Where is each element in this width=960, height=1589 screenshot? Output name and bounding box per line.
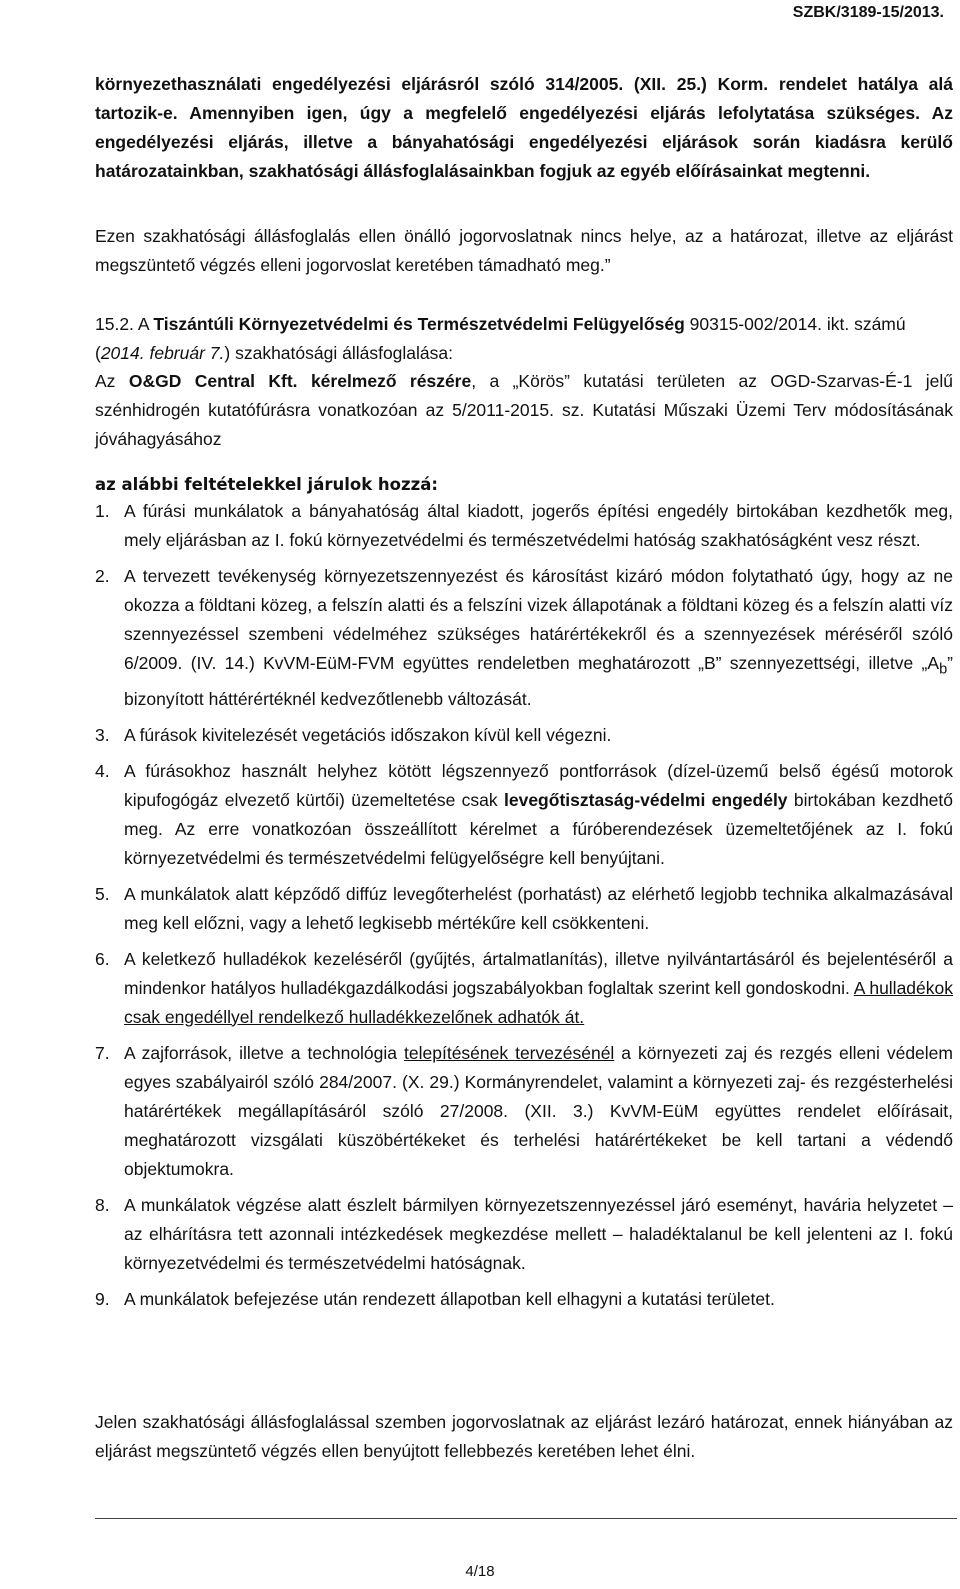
condition-text: A munkálatok befejezése után rendezett állapotban kell elhagyni a kutatási területet. — [124, 1288, 775, 1309]
condition-number: 1. — [95, 501, 110, 521]
intro-plain-paragraph: Ezen szakhatósági állásfoglalás ellen önálló jogorvoslatnak nincs helye, az a határozat, illetve az eljárást megszüntető végzés elleni jogorvoslat keretében támadható meg.” — [95, 226, 953, 275]
condition-item — [95, 1191, 953, 1278]
condition-item — [95, 1285, 953, 1314]
section-suffix: ) szakhatósági állásfoglalása: — [224, 343, 453, 363]
condition-text-end: a környezeti zaj és rezgés elleni védelem egyes szabályairól szóló 284/2007. (X. 29.) Kormányrendelet, valamint a környezeti zaj- és rezgésterhelési határértékek megállapításáról szóló 27/2008. (XII. 3.) KvVM-EüM együttes rendelet előírásait, meghatározott vizsgálati küszöbértékeket és terhelési határértékeket be kell tartani a védendő objektumokra. — [124, 1042, 953, 1179]
condition-text: A munkálatok végzése alatt észlelt bármilyen környezetszennyezéssel járó eseményt, havária helyzetet – az elhárításra tett azonnali intézkedések megkezdése mellett – haladéktalanul be kell jelenteni az I. fokú környezetvédelmi és természetvédelmi hatóságnak. — [124, 1194, 953, 1273]
section-number: 15.2. A — [95, 314, 149, 334]
condition-item — [95, 945, 953, 1032]
recipient-prefix: Az — [95, 371, 116, 391]
condition-number: 4. — [95, 760, 110, 781]
recipient-text: , a „Körös” kutatási területen az OGD-Szarvas-É-1 jelű szénhidrogén kutatófúrásra vonatkozóan az 5/2011-2015. sz. Kutatási Műszaki Üzemi Terv módosításának jóváhagyásához — [95, 371, 953, 449]
condition-text: A fúrásokhoz használt helyhez kötött légszennyező pontforrások (dízel-üzemű belső égésű motorok kipufogógáz elvezető kürtői) üzemeltetése csak — [124, 760, 953, 810]
condition-text: A fúrási munkálatok a bányahatóság által kiadott, jogerős építési engedély birtokában kezdhetők meg, mely eljárásban az I. fokú környezetvédelmi és természetvédelmi hatóság szakhatóságként vesz részt. — [124, 501, 953, 550]
recipient-paragraph — [95, 367, 953, 454]
condition-text: A fúrások kivitelezését vegetációs időszakon kívül kell végezni. — [124, 724, 612, 745]
condition-number: 7. — [95, 1042, 110, 1063]
condition-text-end: ” bizonyított háttérértéknél kedvezőtlenebb változását. — [124, 653, 953, 709]
condition-number: 8. — [95, 1194, 110, 1215]
condition-item — [95, 880, 953, 938]
condition-item — [95, 562, 953, 714]
intro-bold-paragraph: környezethasználati engedélyezési eljárásról szóló 314/2005. (XII. 25.) Korm. rendelet hatálya alá tartozik-e. Amennyiben igen, úgy a megfelelő engedélyezési eljárás lefolytatása szükséges. Az engedélyezési eljárás, illetve a bányahatósági engedélyezési eljárások során kiadásra kerülő határozatainkban, szakhatósági állásfoglalásainkban fogjuk az egyéb előírásainkat megtenni. — [95, 74, 953, 181]
condition-item — [95, 757, 953, 873]
condition-subscript: b — [939, 661, 948, 678]
condition-number: 5. — [95, 883, 110, 904]
reference-number: 90315-002/2014. ikt. számú ( — [95, 314, 906, 363]
applicant-role: kérelmező részére — [310, 371, 472, 391]
condition-item — [95, 1039, 953, 1184]
condition-item — [95, 721, 953, 750]
condition-number: 2. — [95, 566, 110, 586]
condition-number: 6. — [95, 948, 110, 969]
company-name: O&GD Central Kft. — [128, 371, 298, 391]
document-reference-number: SZBK/3189-15/2013. — [792, 4, 944, 21]
condition-text-end: birtokában kezdhető meg. Az erre vonatkozóan összeállított kérelmet a fúróberendezések üzemeltetőjének az I. fokú környezetvédelmi és természetvédelmi felügyelőségre kell benyújtani. — [124, 789, 953, 868]
footer-divider — [95, 1518, 957, 1519]
decision-date: 2014. február 7. — [100, 343, 225, 363]
condition-text: A tervezett tevékenység környezetszennyezést és károsítást kizáró módon folytatható úgy, hogy az ne okozza a földtani közeg, a felszín alatti és a felszíni vizek állapotának a földtani közeg és a felszín alatti víz szennyezéssel szembeni védelméhez szükséges határértékekről és a szennyezések méréséről szóló 6/2009. (IV. 14.) KvVM-EüM-FVM együttes rendeletben meghatározott „B” szennyezettségi, illetve „A — [124, 566, 953, 673]
condition-item — [95, 497, 953, 555]
condition-number: 9. — [95, 1288, 110, 1309]
authority-name: Tiszántúli Környezetvédelmi és Természetvédelmi Felügyelőség — [153, 314, 685, 334]
closing-paragraph: Jelen szakhatósági állásfoglalással szemben jogorvoslatnak az eljárást lezáró határozat, ennek hiányában az eljárást megszüntető végzés ellen benyújtott fellebbezés keretében lehet élni. — [95, 1412, 953, 1461]
condition-text: A zajforrások, illetve a technológia — [124, 1042, 398, 1063]
conditions-list — [95, 497, 953, 1321]
conditions-heading: az alábbi feltételekkel járulok hozzá: — [95, 475, 438, 494]
condition-text: A munkálatok alatt képződő diffúz levegőterhelést (porhatást) az elérhető legjobb technika alkalmazásával meg kell előzni, vagy a lehető legkisebb mértékűre kell csökkenteni. — [124, 883, 953, 933]
condition-text: A keletkező hulladékok kezeléséről (gyűjtés, ártalmatlanítás), illetve nyilvántartásáról és bejelentéséről a mindenkor hatályos hulladékgazdálkodási jogszabályokban foglaltak szerint kell gondoskodni. — [124, 948, 953, 998]
condition-underlined: telepítésének tervezésénél — [404, 1042, 615, 1063]
condition-number: 3. — [95, 724, 110, 745]
page-number: 4/18 — [465, 1563, 495, 1580]
section-heading — [95, 310, 953, 368]
condition-underlined: A hulladékok csak engedéllyel rendelkező hulladékkezelőnek adhatók át. — [124, 977, 954, 1027]
condition-bold-term: levegőtisztaság-védelmi engedély — [504, 789, 788, 810]
